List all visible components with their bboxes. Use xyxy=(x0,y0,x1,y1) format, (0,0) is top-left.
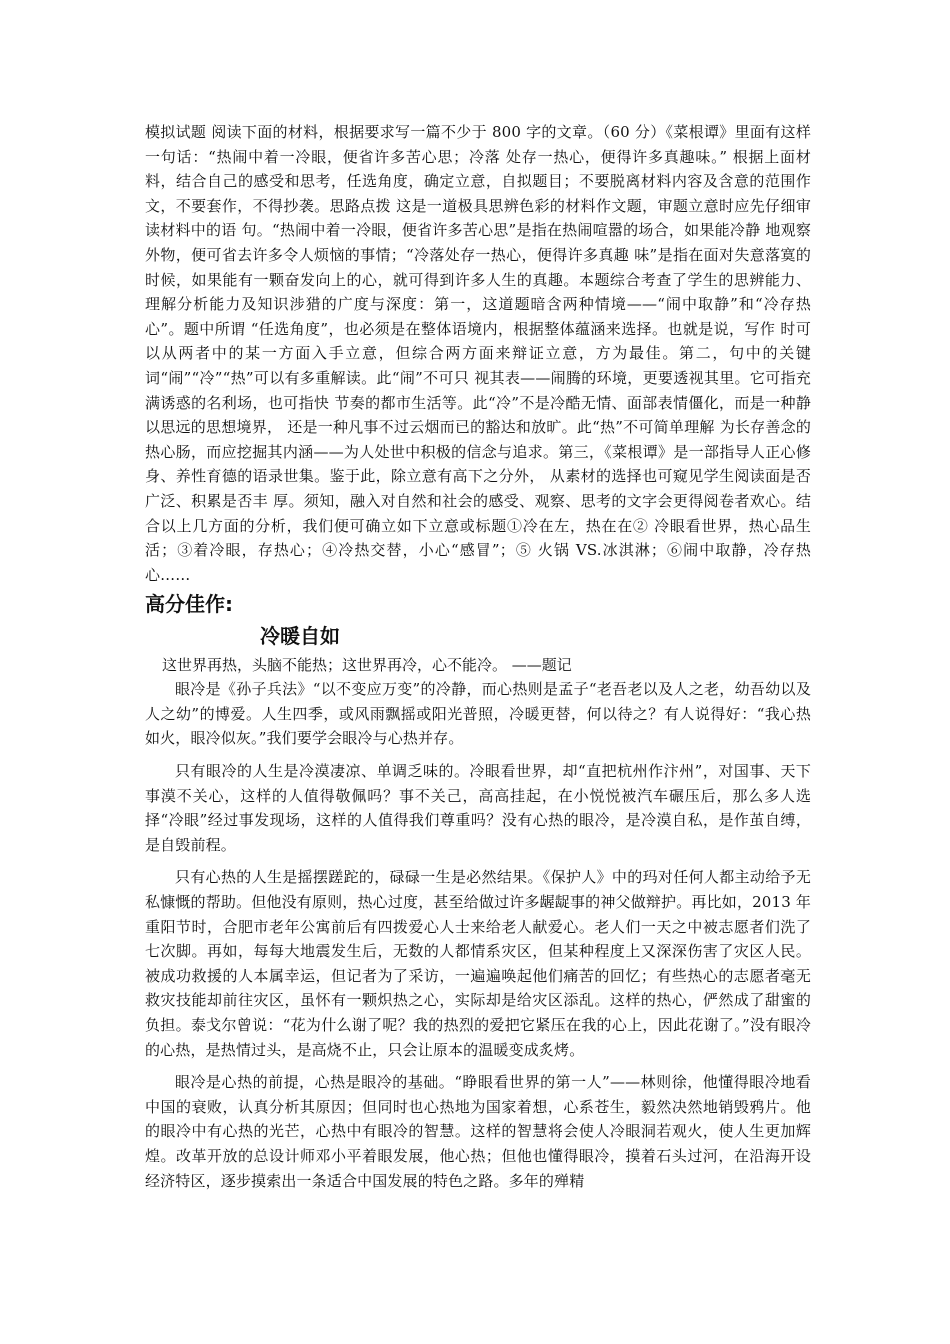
essay-epigraph: 这世界再热，头脑不能热；这世界再冷，心不能冷。 ——题记 xyxy=(162,656,572,675)
section-heading: 高分佳作: xyxy=(145,592,233,617)
essay-paragraph-1: 眼冷是《孙子兵法》“以不变应万变”的冷静，而心热则是孟子“老吾老以及人之老，幼吾幼以及人之幼”的博爱。人生四季，或风雨飘摇或阳光普照，冷暖更替，何以待之？有人说得好：“我心热如火，眼冷似灰。”我们要学会眼冷与心热并存。 xyxy=(145,680,811,748)
essay-paragraph-4: 眼冷是心热的前提，心热是眼冷的基础。“睁眼看世界的第一人”——林则徐，他懂得眼冷地看中国的衰败，认真分析其原因；但同时也心热地为国家着想，心系苍生，毅然决然地销毁鸦片。他的眼冷中有心热的光芒，心热中有眼冷的智慧。这样的智慧将会使人冷眼洞若观火，使人生更加辉煌。改革开放的总设计师邓小平着眼发展，他心热；但他也懂得眼冷，摸着石头过河，在沿海开设经济特区，逐步摸索出一条适合中国发展的特色之路。多年的殚精 xyxy=(145,1073,811,1190)
prompt-and-analysis-text: 模拟试题 阅读下面的材料，根据要求写一篇不少于 800 字的文章。（60 分）《菜根谭》里面有这样一句话：“热闹中着一冷眼，便省许多苦心思；冷落 处存一热心，便得许多真趣味。” 根据上面材料，结合自己的感受和思考，任选角度，确定立意，自拟题目；不要脱离材料内容及含意的范围作文，不要套作，不得抄袭。思路点拨 这是一道极具思辨色彩的材料作文题，审题立意时应先仔细审读材料中的语 句。“热闹中着一冷眼，便省许多苦心思”是指在热闹喧嚣的场合，如果能冷静 地观察外物，便可省去许多令人烦恼的事情；“冷落处存一热心，便得许多真趣 味”是指在面对失意落寞的时候，如果能有一颗奋发向上的心，就可得到许多人生的真趣。本题综合考查了学生的思辨能力、理解分析能力及知识涉猎的广度与深度：第一，这道题暗含两种情境——“闹中取静”和“冷存热心”。题中所谓 “任选角度”，也必须是在整体语境内，根据整体蕴涵来选择。也就是说，写作 时可以从两者中的某一方面入手立意，但综合两方面来辩证立意，方为最佳。第二，句中的关键词“闹”“冷”“热”可以有多重解读。此“闹”不可只 视其表——闹腾的环境，更要透视其里。它可指充满诱惑的名利场，也可指快 节奏的都市生活等。此“冷”不是冷酷无情、面部表情僵化，而是一种静以思远的思想境界， 还是一种凡事不过云烟而已的豁达和放旷。此“热”不可简单理解 为长存善念的热心肠，而应挖掘其内涵——为人处世中积极的信念与追求。第三，《菜根谭》是一部指导人正心修身、养性育德的语录世集。鉴于此，除立意有高下之分外， 从素材的选择也可窥见学生阅读面是否广泛、积累是否丰 厚。须知，融入对自然和社会的感受、观察、思考的文字会更得阅卷者欢心。结合以上几方面的分析，我们便可确立如下立意或标题①冷在左，热在在② 冷眼看世界，热心品生活；③着冷眼，存热心；④冷热交替，小心“感冒”；⑤ 火锅 VS.冰淇淋；⑥闹中取静，冷存热心…… xyxy=(145,123,811,584)
essay-paragraph-3: 只有心热的人生是摇摆蹉跎的，碌碌一生是必然结果。《保护人》中的玛对任何人都主动给予无私慷慨的帮助。但他没有原则，热心过度，甚至给做过许多龌龊事的神父做辩护。再比如，2013 年重阳节时，合肥市老年公寓前后有四拨爱心人士来给老人献爱心。老人们一天之中被志愿者们洗了七次脚。再如，每每大地震发生后，无数的人都情系灾区，但某种程度上又深深伤害了灾区人民。被成功救援的人本属幸运，但记者为了采访，一遍遍唤起他们痛苦的回忆；有些热心的志愿者毫无救灾技能却前往灾区，虽怀有一颗炽热之心，实际却是给灾区添乱。这样的热心，俨然成了甜蜜的负担。泰戈尔曾说：“花为什么谢了呢？我的热烈的爱把它紧压在我的心上，因此花谢了。”没有眼冷的心热，是热情过头，是高烧不止，只会让原本的温暖变成炙烤。 xyxy=(145,868,811,1059)
essay-title: 冷暖自如 xyxy=(260,624,340,649)
essay-paragraph-2: 只有眼冷的人生是冷漠凄凉、单调乏味的。冷眼看世界，却“直把杭州作汴州”，对国事、天下事漠不关心，这样的人值得敬佩吗？事不关己，高高挂起，在小悦悦被汽车碾压后，那么多人选择“冷眼”经过事发现场，这样的人值得我们尊重吗？没有心热的眼冷，是冷漠自私，是作茧自缚，是自毁前程。 xyxy=(145,762,811,854)
document-page xyxy=(145,120,811,1193)
